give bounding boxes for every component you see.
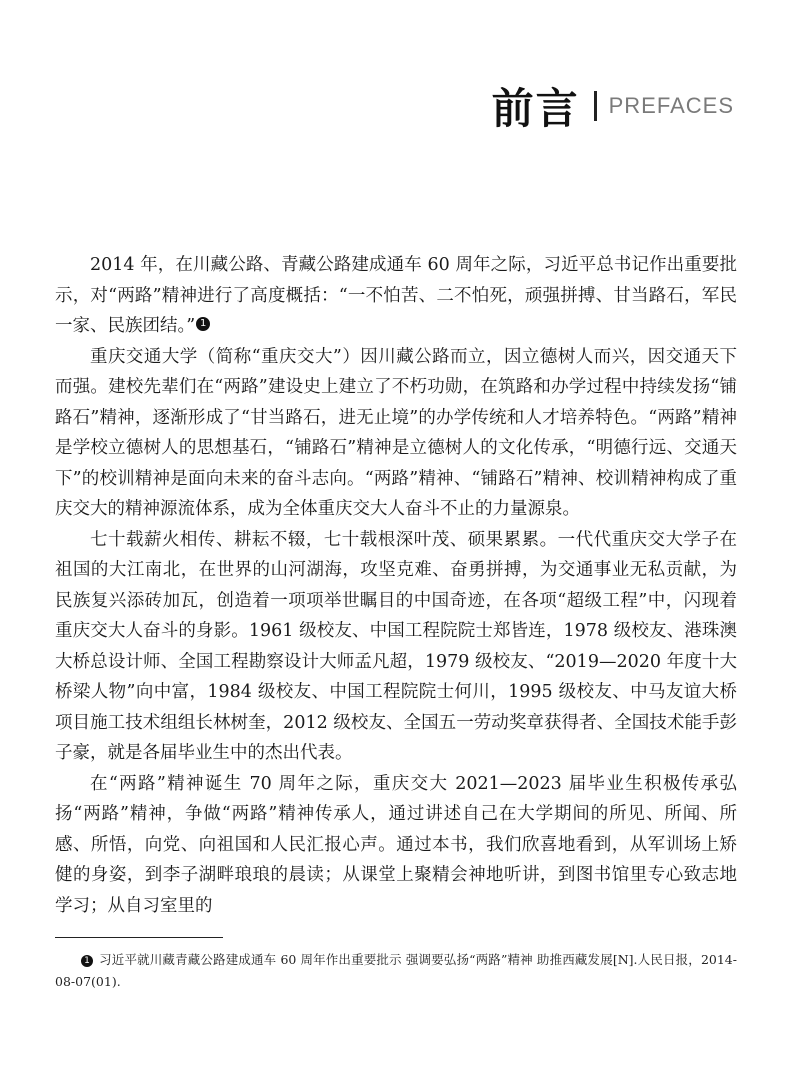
footnote-text: 习近平就川藏青藏公路建成通车 60 周年作出重要批示 强调要弘扬“两路”精神 助推西藏发展[N].人民日报，2014-08-07(01). — [55, 952, 737, 989]
paragraph-2: 重庆交通大学（简称“重庆交大”）因川藏公路而立，因立德树人而兴，因交通天下而强。建校先辈们在“两路”建设史上建立了不朽功勋，在筑路和办学过程中持续发扬“铺路石”精神，逐渐形成了“甘当路石，进无止境”的办学传统和人才培养特色。“两路”精神是学校立德树人的思想基石，“铺路石”精神是立德树人的文化传承，“明德行远、交通天下”的校训精神是面向未来的奋斗志向。“两路”精神、“铺路石”精神、校训精神构成了重庆交大的精神源流体系，成为全体重庆交大人奋斗不止的力量源泉。 — [55, 346, 737, 519]
footnote-divider — [55, 937, 223, 938]
footnote-reference[interactable]: 1 — [196, 317, 210, 331]
footnote — [55, 949, 737, 993]
paragraph-4: 在“两路”精神诞生 70 周年之际，重庆交大 2021—2023 届毕业生积极传承弘扬“两路”精神，争做“两路”精神传承人，通过讲述自己在大学期间的所见、所闻、所感、所悟，向党、向祖国和人民汇报心声。通过本书，我们欣喜地看到，从军训场上矫健的身姿，到李子湖畔琅琅的晨读；从课堂上聚精会神地听讲，到图书馆里专心致志地学习；从自习室里的 — [55, 773, 737, 916]
paragraph-1-text: 2014 年，在川藏公路、青藏公路建成通车 60 周年之际，习近平总书记作出重要批示，对“两路”精神进行了高度概括：“一不怕苦、二不怕死，顽强拼搏、甘当路石，军民一家、民族团结。” — [55, 255, 737, 336]
paragraph-3: 七十载薪火相传、耕耘不辍，七十载根深叶茂、硕果累累。一代代重庆交大学子在祖国的大江南北，在世界的山河湖海，攻坚克难、奋勇拼搏，为交通事业无私贡献，为民族复兴添砖加瓦，创造着一项项举世瞩目的中国奇迹，在各项“超级工程”中，闪现着重庆交大人奋斗的身影。1961 级校友、中国工程院院士郑皆连，1978 级校友、港珠澳大桥总设计师、全国工程勘察设计大师孟凡超，1979 级校友、“2019—2020 年度十大桥梁人物”向中富，1984 级校友、中国工程院院士何川，1995 级校友、中马友谊大桥项目施工技术组组长林树奎，2012 级校友、全国五一劳动奖章获得者、全国技术能手彭子豪，就是各届毕业生中的杰出代表。 — [55, 529, 737, 763]
page-title: 前言 — [491, 84, 580, 133]
paragraph-1 — [55, 250, 737, 342]
title-divider — [594, 91, 597, 121]
footnote-marker: 1 — [81, 955, 93, 967]
page-header — [492, 78, 734, 134]
body-text — [55, 250, 737, 921]
page-subtitle: PREFACES — [608, 93, 734, 118]
